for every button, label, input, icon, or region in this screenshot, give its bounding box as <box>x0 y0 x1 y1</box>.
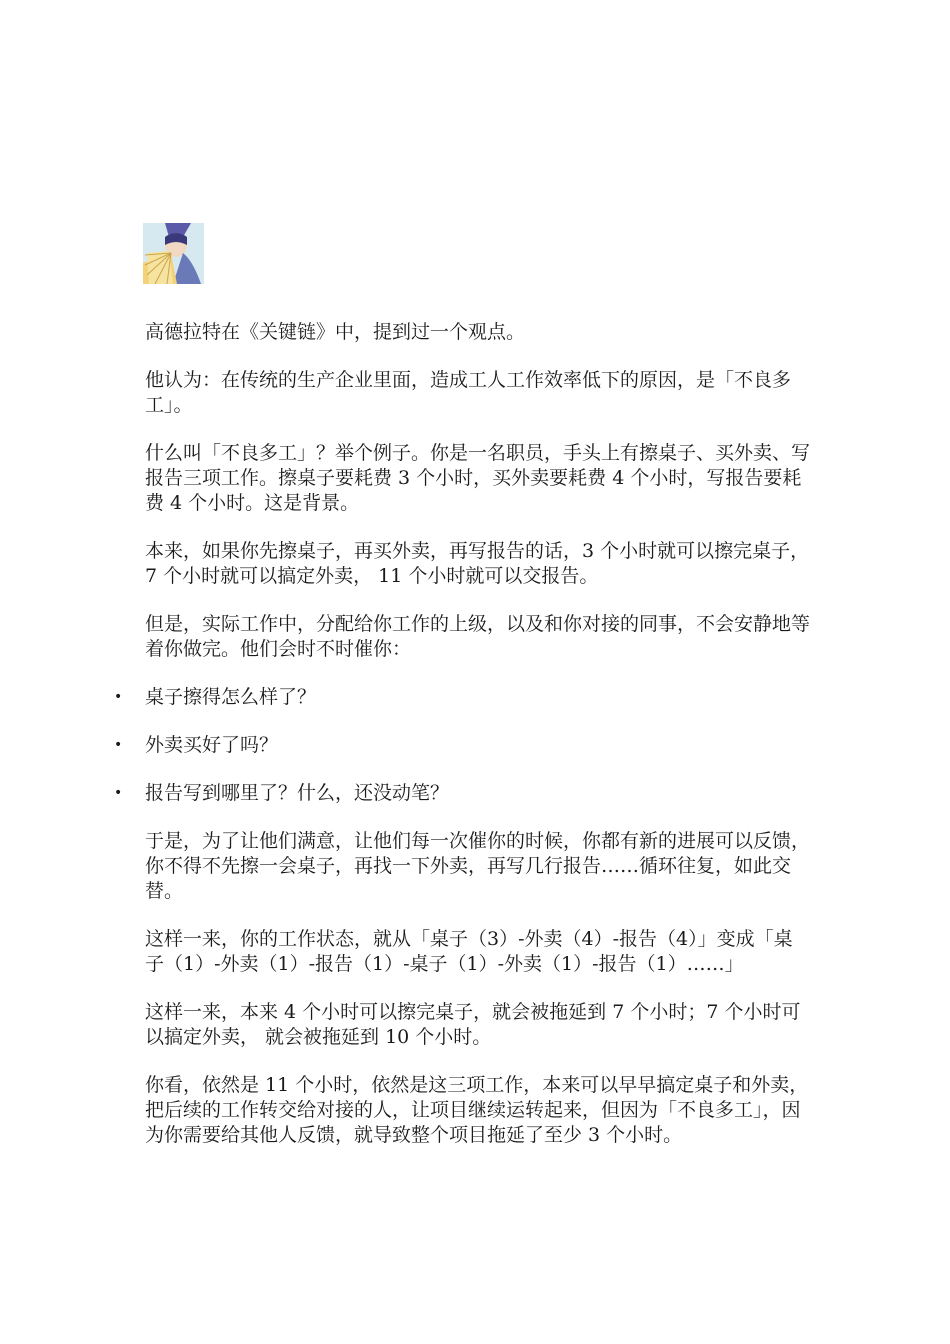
paragraph-3: 什么叫「不良多工」？举个例子。你是一名职员，手头上有擦桌子、买外卖、写报告三项工作。擦桌子要耗费 3 个小时，买外卖要耗费 4 个小时，写报告要耗费 4 个小时。这是背景。 <box>145 442 811 514</box>
paragraph-4: 本来，如果你先擦桌子，再买外卖，再写报告的话，3 个小时就可以擦完桌子， 7 个小时就可以搞定外卖， 11 个小时就可以交报告。 <box>145 540 810 587</box>
paragraph-1: 高德拉特在《关键链》中，提到过一个观点。 <box>145 321 526 343</box>
list-item: • 外卖买好了吗？ <box>145 733 810 758</box>
avatar-illustration <box>143 223 204 284</box>
paragraph-6: 于是，为了让他们满意，让他们每一次催你的时候，你都有新的进展可以反馈，你不得不先擦一会桌子，再找一下外卖，再写几行报告……循环往复，如此交替。 <box>145 830 811 902</box>
paragraph-7: 这样一来，你的工作状态，就从「桌子（3）-外卖（4）-报告（4）」变成「桌子（1）-外卖（1）-报告（1）-桌子（1）-外卖（1）-报告（1）……」 <box>145 928 793 975</box>
paragraph-5: 但是，实际工作中，分配给你工作的上级，以及和你对接的同事，不会安静地等着你做完。他们会时不时催你： <box>145 613 811 660</box>
author-avatar <box>143 223 204 284</box>
paragraph-2: 他认为：在传统的生产企业里面，造成工人工作效率低下的原因，是「不良多工」。 <box>145 369 792 416</box>
question-list <box>145 685 810 806</box>
article-body <box>145 320 810 1171</box>
list-item: • 报告写到哪里了？什么，还没动笔？ <box>145 781 810 806</box>
list-item: • 桌子擦得怎么样了？ <box>145 685 810 710</box>
paragraph-9: 你看，依然是 11 个小时，依然是这三项工作，本来可以早早搞定桌子和外卖，把后续的工作转交给对接的人，让项目继续运转起来，但因为「不良多工」，因为你需要给其他人反馈，就导致整个项目拖延了至少 3 个小时。 <box>145 1074 809 1146</box>
paragraph-8: 这样一来，本来 4 个小时可以擦完桌子，就会被拖延到 7 个小时；7 个小时可以搞定外卖， 就会被拖延到 10 个小时。 <box>145 1001 801 1048</box>
